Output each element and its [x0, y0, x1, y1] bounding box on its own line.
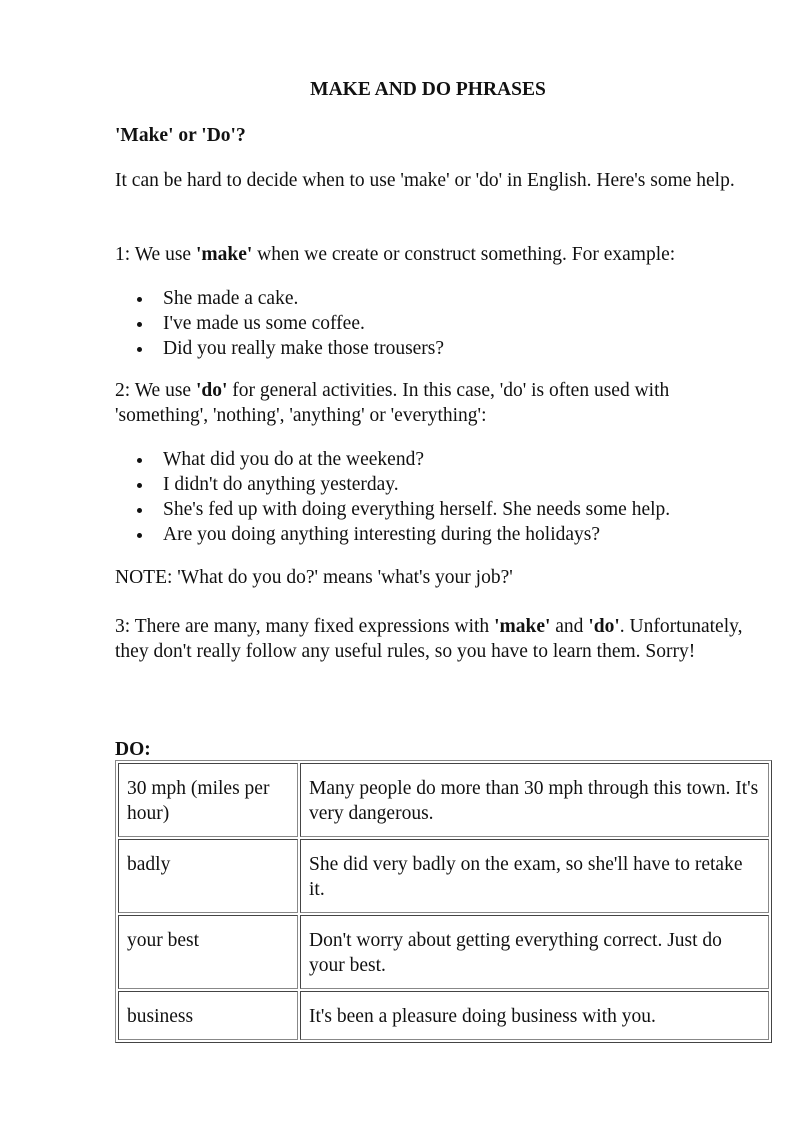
list-item-text: Did you really make those trousers? — [163, 338, 445, 359]
bullet-icon — [137, 297, 142, 302]
list-item — [115, 286, 755, 311]
point-3-prefix: 3: There are many, many fixed expressions with — [115, 616, 495, 637]
list-item-text: What did you do at the weekend? — [163, 449, 424, 470]
bullet-icon — [137, 508, 142, 513]
table-row — [118, 763, 769, 837]
table-row — [118, 991, 769, 1040]
point-2-suffix: for general activities. In this case, 'do' is often used with 'something', 'nothing', 'anything' or 'everything': — [115, 380, 670, 426]
list-item-text: She's fed up with doing everything herself. She needs some help. — [163, 499, 671, 520]
bullet-icon — [137, 533, 142, 538]
point-3-paragraph — [115, 614, 755, 664]
example-cell: She did very badly on the exam, so she'll have to retake it. — [300, 839, 769, 913]
do-examples-list — [115, 447, 755, 547]
section-subheading: 'Make' or 'Do'? — [115, 125, 246, 146]
intro-paragraph: It can be hard to decide when to use 'make' or 'do' in English. Here's some help. — [115, 170, 735, 191]
point-1-paragraph — [115, 242, 755, 267]
point-1-prefix: 1: We use — [115, 244, 196, 265]
note-paragraph: NOTE: 'What do you do?' means 'what's your job?' — [115, 567, 513, 588]
page-title: MAKE AND DO PHRASES — [310, 79, 546, 100]
list-item — [115, 522, 755, 547]
point-1-suffix: when we create or construct something. For example: — [252, 244, 676, 265]
make-examples-list — [115, 286, 755, 361]
example-cell: Don't worry about getting everything correct. Just do your best. — [300, 915, 769, 989]
point-3-keyword-do: 'do' — [588, 616, 620, 637]
table-row — [118, 839, 769, 913]
list-item-text: I've made us some coffee. — [163, 313, 365, 334]
list-item — [115, 472, 755, 497]
example-cell: Many people do more than 30 mph through this town. It's very dangerous. — [300, 763, 769, 837]
point-2-keyword: 'do' — [195, 380, 228, 401]
point-2-prefix: 2: We use — [115, 380, 196, 401]
phrase-cell: badly — [118, 839, 298, 913]
phrase-cell: 30 mph (miles per hour) — [118, 763, 298, 837]
phrase-cell: business — [118, 991, 298, 1040]
point-3-middle: and — [550, 616, 589, 637]
table-row — [118, 915, 769, 989]
list-item — [115, 497, 755, 522]
list-item — [115, 447, 755, 472]
do-phrases-table — [115, 760, 772, 1043]
point-3-suffix: . Unfortunately, they don't really follow any useful rules, so you have to learn them. Sorry! — [115, 616, 743, 662]
list-item — [115, 311, 755, 336]
list-item-text: She made a cake. — [163, 288, 299, 309]
bullet-icon — [137, 322, 142, 327]
bullet-icon — [137, 483, 142, 488]
point-1-keyword: 'make' — [195, 244, 253, 265]
point-3-keyword-make: 'make' — [494, 616, 551, 637]
list-item-text: I didn't do anything yesterday. — [163, 474, 399, 495]
bullet-icon — [137, 458, 142, 463]
do-section-heading: DO: — [115, 739, 151, 760]
bullet-icon — [137, 347, 142, 352]
list-item-text: Are you doing anything interesting during the holidays? — [163, 524, 601, 545]
phrase-cell: your best — [118, 915, 298, 989]
example-cell: It's been a pleasure doing business with you. — [300, 991, 769, 1040]
point-2-paragraph — [115, 378, 755, 428]
list-item — [115, 336, 755, 361]
